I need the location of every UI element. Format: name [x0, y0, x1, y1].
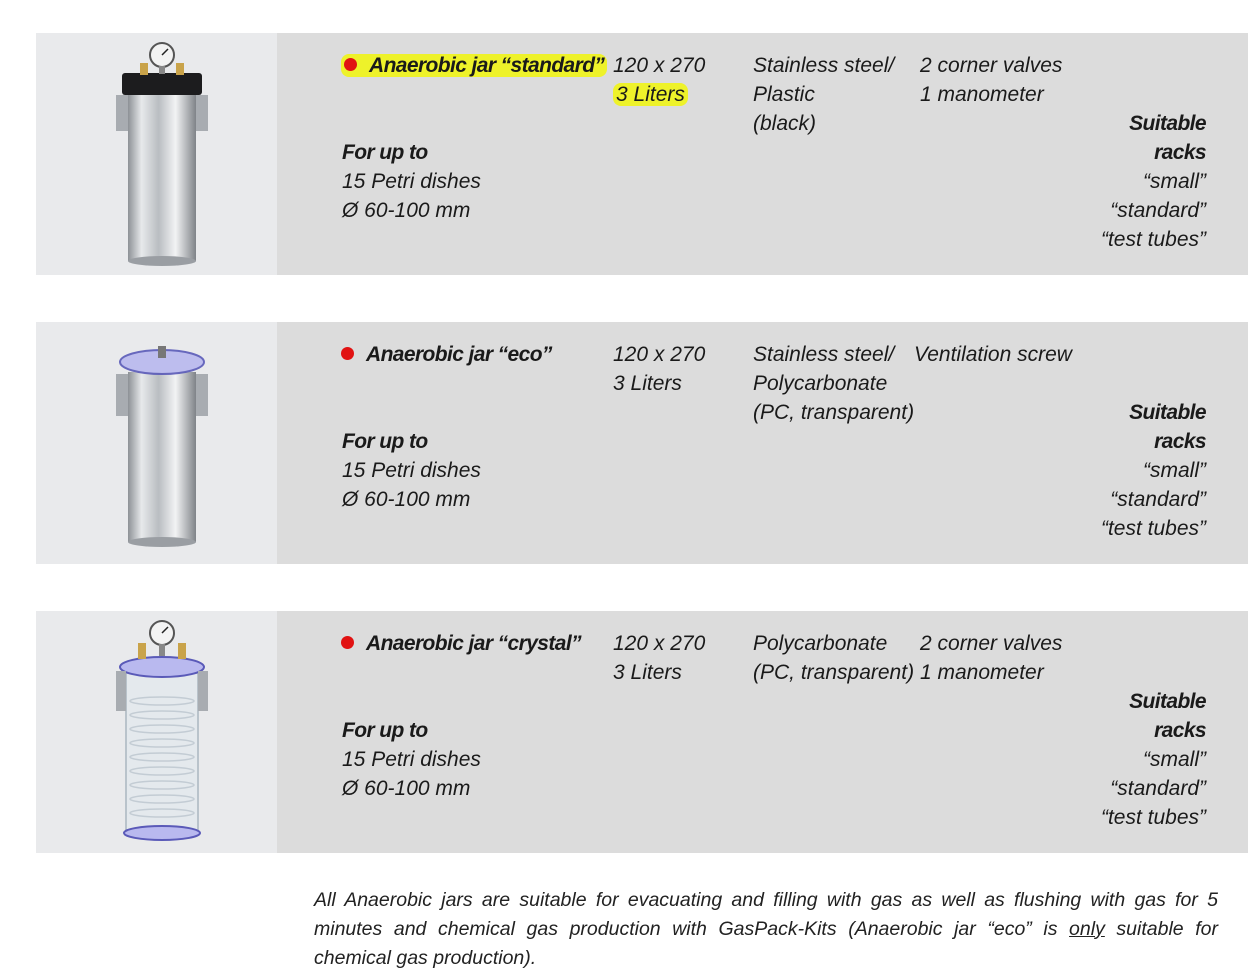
features: 2 corner valves 1 manometer: [920, 54, 1063, 106]
product-details-standard: [277, 33, 1248, 275]
product-row-crystal: [36, 611, 1248, 853]
stainless-jar-black-lid-manometer-icon: [36, 33, 277, 275]
product-photo-crystal: [36, 611, 277, 853]
suitable-racks: Suitable racks “small” “standard” “test tubes”: [1100, 401, 1206, 540]
product-row-eco: [36, 322, 1248, 564]
stainless-jar-clear-lid-icon: [36, 322, 277, 564]
dimensions: 120 x 270 3 Liters: [613, 340, 705, 398]
material: Polycarbonate (PC, transparent): [753, 632, 915, 684]
volume: 3 Liters: [613, 372, 682, 395]
footnote: All Anaerobic jars are suitable for evacuating and filling with gas as well as flushing with gas for 5 minutes and chemical gas production with GasPack-Kits (Anaerobic jar “eco” is only suitable for chemical gas production).: [314, 888, 1218, 969]
volume: 3 Liters: [613, 661, 682, 684]
suitable-racks: Suitable racks “small” “standard” “test tubes”: [1100, 690, 1206, 829]
capacity: For up to 15 Petri dishes Ø 60-100 mm: [342, 430, 481, 511]
bullet-icon: [344, 58, 357, 71]
dimensions: 120 x 270 3 Liters: [613, 54, 706, 106]
bullet-icon: [341, 636, 354, 649]
product-details-crystal: [277, 611, 1248, 853]
suitable-racks: Suitable racks “small” “standard” “test tubes”: [1100, 112, 1206, 251]
capacity: For up to 15 Petri dishes Ø 60-100 mm: [342, 719, 481, 800]
product-details-eco: [277, 322, 1248, 564]
capacity: For up to 15 Petri dishes Ø 60-100 mm: [342, 141, 481, 222]
features: Ventilation screw: [914, 343, 1072, 366]
product-photo-standard: [36, 33, 277, 275]
product-row-standard: [36, 33, 1248, 275]
features: 2 corner valves 1 manometer: [920, 632, 1063, 684]
volume: 3 Liters: [613, 83, 688, 106]
dimensions: 120 x 270 3 Liters: [613, 629, 705, 687]
footnote-emphasis: only: [1069, 917, 1105, 940]
material: Stainless steel/ Plastic (black): [753, 54, 895, 135]
material: Stainless steel/ Polycarbonate (PC, transparent): [753, 343, 915, 424]
transparent-jar-petri-stack-manometer-icon: [36, 611, 277, 853]
product-photo-eco: [36, 322, 277, 564]
product-name: Anaerobic jar “standard”: [341, 51, 607, 80]
product-name: Anaerobic jar “crystal”: [341, 629, 581, 658]
bullet-icon: [341, 347, 354, 360]
product-name: Anaerobic jar “eco”: [341, 340, 552, 369]
